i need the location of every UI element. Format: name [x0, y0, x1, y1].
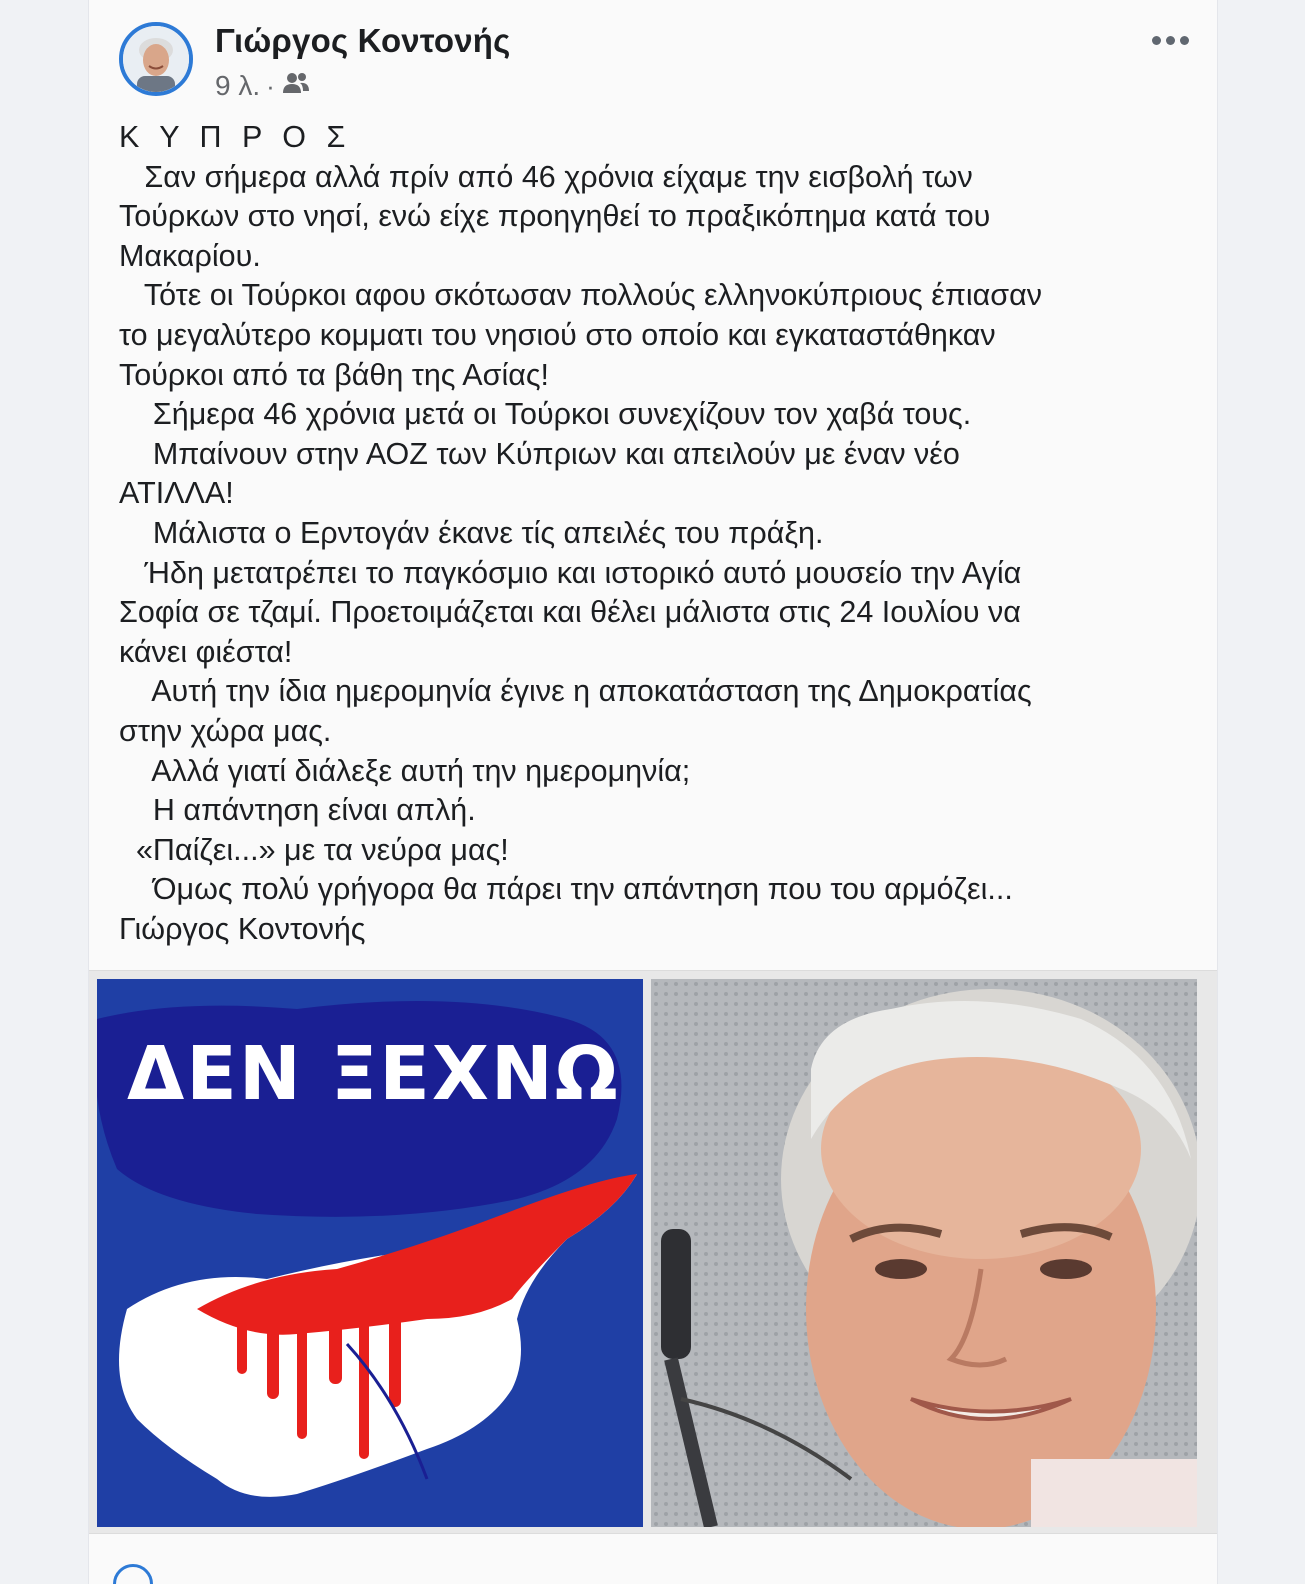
post-line: Αλλά γιατί διάλεξε αυτή την ημερομηνία;	[119, 753, 691, 788]
post-line: Γιώργος Κοντονής	[119, 911, 366, 946]
post-line: Σήμερα 46 χρόνια μετά οι Τούρκοι συνεχίζουν τον χαβά τους.	[119, 397, 972, 432]
post-line: Κ Υ Π Ρ Ο Σ	[119, 120, 352, 154]
post-line: Σοφία σε τζαμί. Προετοιμάζεται και θέλει μάλιστα στις 24 Ιουλίου να	[119, 595, 1021, 630]
post-meta	[215, 70, 311, 102]
post-body	[119, 118, 1199, 949]
post-line: «Παίζει...» με τα νεύρα μας!	[119, 832, 509, 867]
post-line: Η απάντηση είναι απλή.	[119, 793, 476, 828]
portrait-photo[interactable]	[651, 979, 1197, 1527]
post-line: Μπαίνουν στην ΑΟΖ των Κύπριων και απειλούν με έναν νέο	[119, 436, 960, 471]
post-line: Τότε οι Τούρκοι αφου σκότωσαν πολλούς ελληνοκύπριους έπιασαν	[119, 278, 1042, 313]
post-media	[89, 970, 1217, 1534]
post-line: στην χώρα μας.	[119, 713, 332, 748]
author-avatar[interactable]	[119, 22, 193, 96]
poster-title: ΔΕΝ ΞΕΧΝΩ	[127, 1031, 620, 1117]
post-line: το μεγαλύτερο κομματι του νησιού στο οποίο και εγκαταστάθηκαν	[119, 317, 996, 352]
post-line: Τούρκων στο νησί, ενώ είχε προηγηθεί το πραξικόπημα κατά του	[119, 199, 991, 234]
poster-image[interactable]	[97, 979, 643, 1527]
post-line: Μακαρίου.	[119, 238, 261, 273]
post-line: Όμως πολύ γρήγορα θα πάρει την απάντηση που του αρμόζει...	[119, 872, 1013, 907]
post-card	[88, 0, 1218, 1584]
post-line: Αυτή την ίδια ημερομηνία έγινε η αποκατάσταση της Δημοκρατίας	[119, 674, 1032, 709]
post-time[interactable]: 9 λ.	[215, 70, 261, 101]
post-line: κάνει φιέστα!	[119, 634, 293, 669]
post-footer	[89, 1540, 1217, 1584]
post-line: Τούρκοι από τα βάθη της Ασίας!	[119, 357, 550, 392]
friends-icon[interactable]	[281, 70, 311, 102]
post-line: Ήδη μετατρέπει το παγκόσμιο και ιστορικό αυτό μουσείο την Αγία	[119, 555, 1022, 590]
more-options-icon[interactable]	[1146, 30, 1195, 51]
post-line: Μάλιστα ο Ερντογάν έκανε τίς απειλές του πράξη.	[119, 515, 824, 550]
meta-separator: ·	[266, 70, 275, 101]
reaction-icon[interactable]	[113, 1564, 153, 1584]
post-line: Σαν σήμερα αλλά πρίν από 46 χρόνια είχαμε την εισβολή των	[119, 159, 973, 194]
author-name[interactable]: Γιώργος Κοντονής	[215, 22, 511, 59]
post-line: ΑΤΙΛΛΑ!	[119, 476, 234, 511]
